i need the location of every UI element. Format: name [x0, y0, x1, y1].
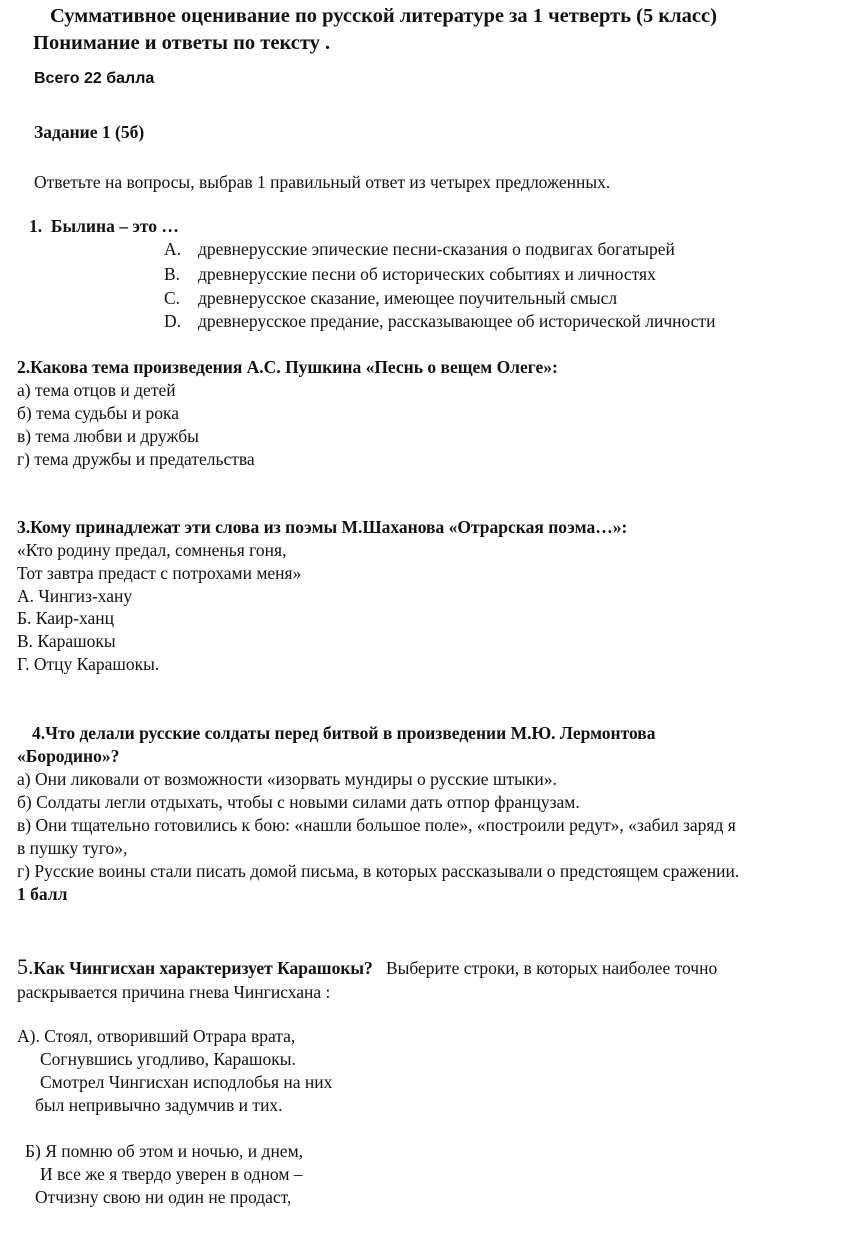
- q4-option-c: в) Они тщательно готовились к бою: «нашли большое поле», «построили редут», «забил заряд я: [17, 815, 736, 835]
- q1-option-c-text: древнерусское сказание, имеющее поучительный смысл: [198, 288, 618, 308]
- question-5-number: 5.: [17, 954, 34, 979]
- q5-option-b-line-1: Б) Я помню об этом и ночью, и днем,: [25, 1141, 304, 1161]
- q1-option-b-text: древнерусские песни об исторических событиях и личностях: [198, 264, 656, 284]
- question-1: [29, 215, 179, 237]
- q4-option-b: б) Солдаты легли отдыхать, чтобы с новыми силами дать отпор французам.: [17, 792, 580, 812]
- q5-option-a-line-3: Смотрел Чингисхан исподлобья на них: [40, 1072, 333, 1092]
- question-5-instruction-2: раскрывается причина гнева Чингисхана :: [17, 982, 331, 1002]
- page-subtitle: Понимание и ответы по тексту .: [33, 32, 331, 54]
- question-1-text: Былина – это …: [50, 216, 179, 236]
- question-1-number: 1.: [29, 216, 43, 236]
- q1-option-c: [164, 287, 617, 309]
- q4-score: 1 балл: [17, 884, 68, 904]
- q4-option-a: а) Они ликовали от возможности «изорвать мундиры о русские штыки».: [17, 769, 557, 789]
- q4-option-d: г) Русские воины стали писать домой письма, в которых рассказывали о предстоящем сражении.: [17, 861, 740, 881]
- q5-option-b-line-3: Отчизну свою ни один не продаст,: [35, 1187, 292, 1207]
- question-5-text: Как Чингисхан характеризует Карашокы?: [33, 958, 373, 978]
- q1-option-a: [164, 238, 675, 260]
- q1-option-b: [164, 263, 656, 285]
- q2-option-d: г) тема дружбы и предательства: [17, 449, 255, 469]
- q1-option-d-text: древнерусское предание, рассказывающее об исторической личности: [198, 311, 716, 331]
- q2-option-c: в) тема любви и дружбы: [17, 426, 199, 446]
- q1-option-b-letter: B.: [164, 264, 181, 284]
- q3-option-a: А. Чингиз-хану: [17, 586, 133, 606]
- q3-option-d: Г. Отцу Карашокы.: [17, 654, 160, 674]
- question-2: 2.Какова тема произведения А.С. Пушкина «Песнь о вещем Олеге»:: [17, 357, 558, 377]
- q1-option-a-text: древнерусские эпические песни-сказания о подвигах богатырей: [198, 239, 675, 259]
- q1-option-c-letter: C.: [164, 288, 181, 308]
- q3-option-b: Б. Каир-ханц: [17, 608, 114, 628]
- q5-option-a-line-2: Согнувшись угодливо, Карашокы.: [40, 1049, 296, 1069]
- question-4-line-1: 4.Что делали русские солдаты перед битвой в произведении М.Ю. Лермонтова: [32, 723, 656, 743]
- task-instruction: Ответьте на вопросы, выбрав 1 правильный ответ из четырех предложенных.: [34, 172, 611, 192]
- question-5: [17, 956, 717, 979]
- q1-option-d-letter: D.: [164, 311, 182, 331]
- q3-quote-line-2: Тот завтра предаст с потрохами меня»: [17, 563, 302, 583]
- q5-option-b-line-2: И все же я твердо уверен в одном –: [40, 1164, 303, 1184]
- q1-option-d: [164, 310, 715, 332]
- total-score: Всего 22 балла: [34, 70, 155, 87]
- q3-option-c: В. Карашокы: [17, 631, 116, 651]
- question-3: 3.Кому принадлежат эти слова из поэмы М.Шаханова «Отрарская поэма…»:: [17, 517, 628, 537]
- q3-quote-line-1: «Кто родину предал, сомненья гоня,: [17, 540, 287, 560]
- q4-option-c-cont: в пушку туго»,: [17, 838, 128, 858]
- q5-option-a-line-4: был непривычно задумчив и тих.: [35, 1095, 283, 1115]
- q5-option-a-line-1: А). Стоял, отворивший Отрара врата,: [17, 1026, 296, 1046]
- question-5-instruction: Выберите строки, в которых наиболее точно: [385, 958, 718, 978]
- q2-option-a: а) тема отцов и детей: [17, 380, 176, 400]
- q2-option-b: б) тема судьбы и рока: [17, 403, 179, 423]
- page-title: Суммативное оценивание по русской литературе за 1 четверть (5 класс): [50, 5, 717, 27]
- question-4-line-2: «Бородино»?: [17, 746, 120, 766]
- task-heading: Задание 1 (5б): [34, 122, 145, 142]
- q1-option-a-letter: A.: [164, 239, 182, 259]
